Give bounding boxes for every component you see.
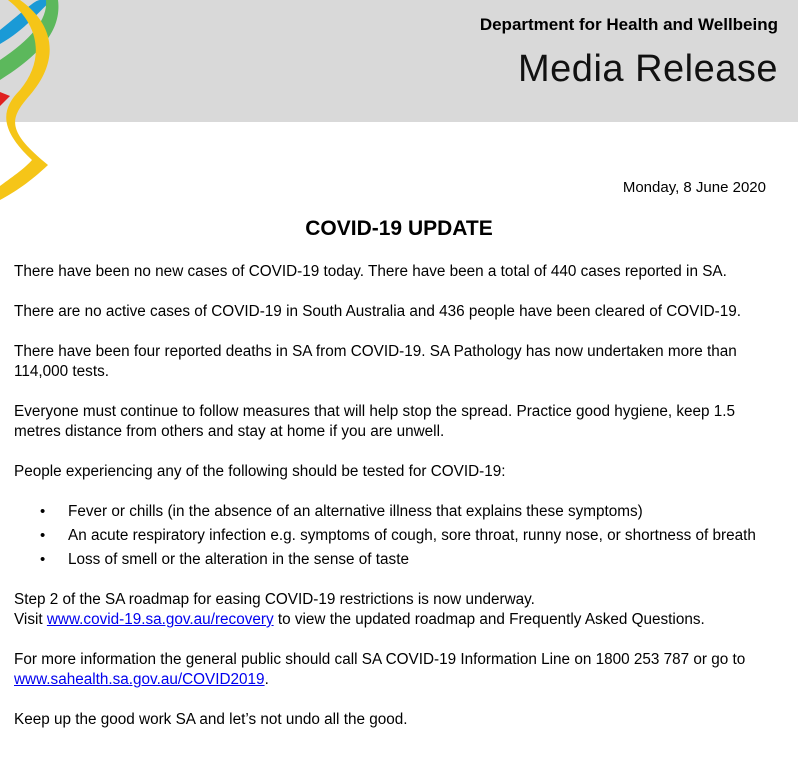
list-item: • An acute respiratory infection e.g. symptoms of cough, sore throat, runny nose, or shortness of breath <box>40 527 756 544</box>
paragraph-roadmap: Step 2 of the SA roadmap for easing COVID-19 restrictions is now underway. Visit www.covid-19.sa.gov.au/recovery to view the updated roadmap and Frequently Asked Questions. <box>14 591 705 628</box>
release-body <box>14 262 784 750</box>
paragraph-cases: There have been no new cases of COVID-19 today. There have been a total of 440 cases reported in SA. <box>14 263 727 280</box>
bullet-icon: • <box>40 551 46 568</box>
release-date: Monday, 8 June 2020 <box>622 179 766 196</box>
media-release-heading: Media Release <box>518 48 778 90</box>
sa-health-ribbon-logo <box>0 0 80 200</box>
paragraph-active-cases: There are no active cases of COVID-19 in South Australia and 436 people have been cleared of COVID-19. <box>14 303 742 320</box>
bullet-icon: • <box>40 527 46 544</box>
bullet-icon: • <box>40 503 46 520</box>
page-title: COVID-19 UPDATE <box>305 217 493 240</box>
paragraph-closing: Keep up the good work SA and let’s not undo all the good. <box>14 711 408 728</box>
list-item: • Fever or chills (in the absence of an alternative illness that explains these symptoms) <box>40 503 643 520</box>
sahealth-link[interactable]: www.sahealth.sa.gov.au/COVID2019 <box>14 671 265 688</box>
department-name: Department for Health and Wellbeing <box>479 15 778 34</box>
recovery-link[interactable]: www.covid-19.sa.gov.au/recovery <box>46 611 274 628</box>
paragraph-testing-intro: People experiencing any of the following should be tested for COVID-19: <box>14 463 506 480</box>
paragraph-deaths-tests: There have been four reported deaths in SA from COVID-19. SA Pathology has now undertaken more than 114,000 tests. <box>14 343 737 380</box>
list-item: • Loss of smell or the alteration in the sense of taste <box>40 551 409 568</box>
paragraph-measures: Everyone must continue to follow measures that will help stop the spread. Practice good hygiene, keep 1.5 metres distance from others and stay at home if you are unwell. <box>14 403 736 440</box>
ribbon-red <box>0 92 10 106</box>
paragraph-info-line: For more information the general public should call SA COVID-19 Information Line on 1800 253 787 or go to www.sahealth.sa.gov.au/COVID2019. <box>14 651 746 688</box>
symptom-list <box>14 502 784 570</box>
